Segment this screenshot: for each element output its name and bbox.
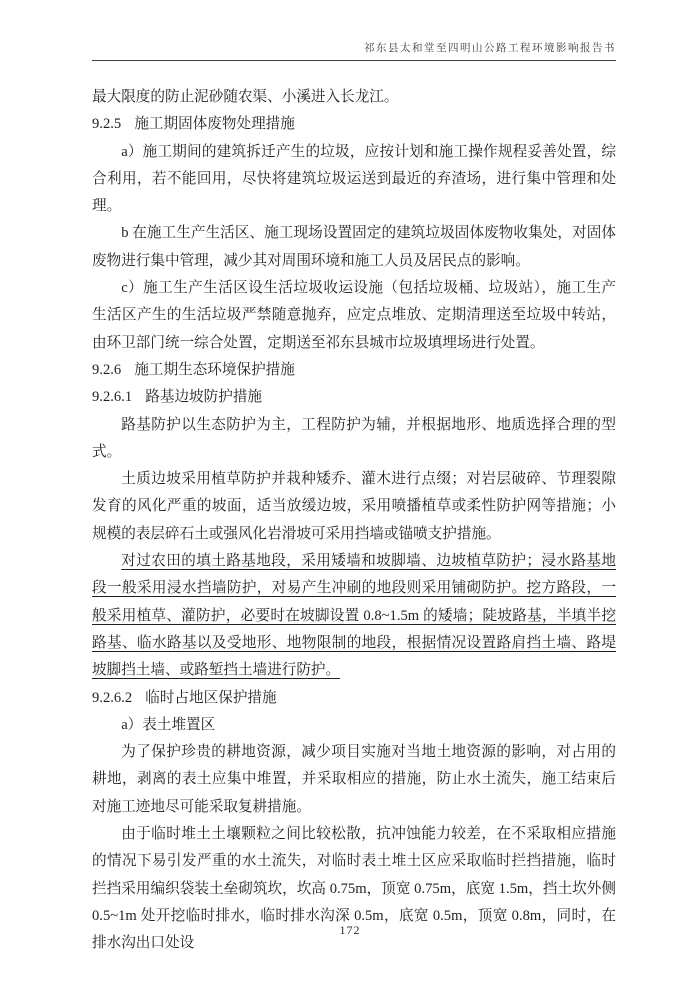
body-paragraph: 由于临时堆土土壤颗粒之间比较松散，抗冲蚀能力较差，在不采取相应措施的情况下易引发严重的水土流失，对临时表土堆土区应采取临时拦挡措施，临时拦挡采用编织袋装土垒砌筑坎，坎高 0.75m，顶宽 0.75m，底宽 1.5m，挡土坎外侧 0.5~1m 处开挖临时排水，临时排水沟深 0.5m，底宽 0.5m，顶宽 0.8m，同时，在排水沟出口处设 (92, 826, 616, 952)
heading-number: 9.2.6.2 (92, 689, 133, 706)
section-heading-9-2-6-1 (92, 384, 616, 411)
heading-title: 路基边坡防护措施 (145, 389, 263, 406)
body-paragraph: c）施工生产生活区设生活垃圾收运设施（包括垃圾桶、垃圾站），施工生产生活区产生的生活垃圾严禁随意抛弃，应定点堆放、定期清理送至垃圾中转站，由环卫部门统一综合处置，定期送至祁东县城市垃圾填埋场进行处置。 (92, 280, 616, 351)
heading-number: 9.2.6.1 (92, 389, 133, 406)
section-heading-9-2-6-2 (92, 685, 616, 712)
running-header: 祁东县太和堂至四明山公路工程环境影响报告书 (92, 40, 616, 61)
heading-title: 施工期固体废物处理措施 (134, 116, 295, 133)
body-paragraph: 最大限度的防止泥砂随农渠、小溪进入长龙江。 (92, 89, 399, 105)
body-paragraph: 土质边坡采用植草防护并栽种矮乔、灌木进行点缀；对岩层破碎、节理裂隙发育的风化严重的坡面，适当放缓边坡，采用喷播植草或柔性防护网等措施；小规模的表层碎石土或强风化岩滑坡可采用挡墙或锚喷支护措施。 (92, 471, 616, 542)
section-heading-9-2-6 (92, 357, 616, 384)
body-paragraph: b 在施工生产生活区、施工现场设置固定的建筑垃圾固体废物收集处，对固体废物进行集中管理，减少其对周围环境和施工人员及居民点的影响。 (92, 225, 616, 269)
page-number: 172 (339, 923, 361, 937)
heading-title: 施工期生态环境保护措施 (134, 361, 295, 378)
heading-number: 9.2.6 (92, 361, 122, 378)
body-paragraph: a）施工期间的建筑拆迁产生的垃圾，应按计划和施工操作规程妥善处置，综合利用，若不能回用，尽快将建筑垃圾运送到最近的弃渣场，进行集中管理和处理。 (92, 143, 616, 215)
heading-number: 9.2.5 (92, 116, 122, 133)
document-body (92, 84, 616, 958)
body-paragraph: 为了保护珍贵的耕地资源，减少项目实施对当地土地资源的影响，对占用的耕地，剥离的表土应集中堆置，并采取相应的措施，防止水土流失，施工结束后对施工迹地尽可能采取复耕措施。 (92, 744, 616, 815)
underlined-paragraph: 对过农田的填土路基地段，采用矮墙和坡脚墙、边坡植草防护；浸水路基地段一般采用浸水挡墙防护，对易产生冲刷的地段则采用铺砌防护。挖方路段，一般采用植草、灌防护，必要时在坡脚设置 0.8~1.5m 的矮墙；陡坡路基，半填半挖路基、临水路基以及受地形、地物限制的地段，根据情况设置路肩挡土墙、路堤坡脚挡土墙、或路堑挡土墙进行防护。 (92, 553, 616, 679)
heading-title: 临时占地区保护措施 (145, 689, 277, 706)
body-paragraph: 路基防护以生态防护为主，工程防护为辅，并根据地形、地质选择合理的型式。 (92, 416, 616, 460)
body-paragraph: a）表土堆置区 (121, 716, 216, 733)
section-heading-9-2-5 (92, 111, 616, 138)
